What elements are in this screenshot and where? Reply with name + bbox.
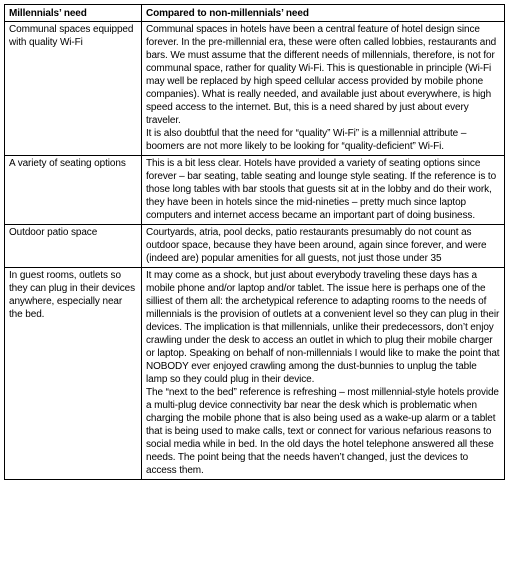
header-comparison: Compared to non-millennials’ need xyxy=(142,5,505,22)
comparison-paragraph: The “next to the bed” reference is refreshing – most millennial-style hotels provide a multi-plug device connectivity bar near the desk which is problematic when charging the mobile phone that is also being used as a wake-up alarm or a tablet that is being used to make calls, text or connect for various nefarious reasons to social media while in bed. In the old days the hotel telephone answered all these needs. The point being that the needs haven’t changed, just the devices to access them. xyxy=(146,387,499,476)
comparison-cell xyxy=(142,156,505,225)
table-row xyxy=(5,156,505,225)
comparison-paragraph: It is also doubtful that the need for “quality” Wi-Fi” is a millennial attribute – boomers are not more likely to be looking for “quality-deficient” Wi-Fi. xyxy=(146,128,467,152)
comparison-cell xyxy=(142,225,505,268)
comparison-cell xyxy=(142,22,505,156)
comparison-paragraph: Courtyards, atria, pool decks, patio restaurants presumably do not count as outdoor space, because they have been around, again since forever, and were (indeed are) popular amenities for all guests, not just those under 35 xyxy=(146,227,487,264)
needs-comparison-table xyxy=(4,4,505,480)
table-row xyxy=(5,22,505,156)
header-millennials-need: Millennials’ need xyxy=(5,5,142,22)
comparison-paragraph: It may come as a shock, but just about everybody traveling these days has a mobile phone and/or laptop and/or tablet. The issue here is perhaps one of the silliest of them all: the archetypical reference to adapting rooms to the needs of millennials is the provision of outlets at a convenient level so they can plug in their devices. The implication is that millennials, unlike their predecessors, don’t enjoy crawling under the desk to access an outlet in which to plug their mobile charger or laptop. Speaking on behalf of non-millennials I would like to make the point that NOBODY ever enjoyed crawling among the dust-bunnies to unplug the table lamp so they could plug in their device. xyxy=(146,270,500,385)
need-cell: In guest rooms, outlets so they can plug in their devices anywhere, especially near the bed. xyxy=(5,268,142,480)
need-cell: Outdoor patio space xyxy=(5,225,142,268)
comparison-paragraph: Communal spaces in hotels have been a central feature of hotel design since forever. In the pre-millennial era, these were often called lobbies, restaurants and bars. We must assume that the different needs of millennials, therefore, is not for communal space, rather for quality Wi-Fi. This is questionable in principle (Wi-Fi may well be replaced by high speed cellular access provided by mobile phone companies). What is really needed, and available just about everywhere, is high speed access to the internet. But, this is a need shared by just about every traveler. xyxy=(146,24,497,126)
table-row xyxy=(5,268,505,480)
need-cell: Communal spaces equipped with quality Wi-Fi xyxy=(5,22,142,156)
comparison-paragraph: This is a bit less clear. Hotels have provided a variety of seating options since forever – bar seating, table seating and lounge style seating. If the reference is to those long tables with bar stools that guests sit at in the lobby and do their work, they have been in hotels since the mid-nineties – pretty much since laptop computers and internet access became an important part of doing business. xyxy=(146,158,497,221)
table-header-row xyxy=(5,5,505,22)
comparison-cell xyxy=(142,268,505,480)
need-cell: A variety of seating options xyxy=(5,156,142,225)
table-row xyxy=(5,225,505,268)
